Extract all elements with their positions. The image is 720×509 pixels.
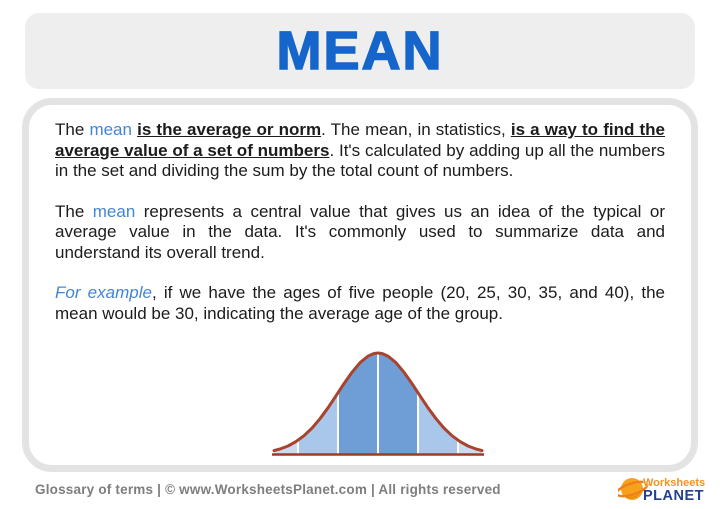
paragraph-definition [55,120,665,182]
logo-text-worksheets: Worksheets [643,477,706,489]
emphasis-phrase: is a way to find the average value of a set of numbers [55,120,665,160]
emphasis-phrase: is the average or norm [137,120,322,139]
text-run: . The mean, in statistics, [321,120,511,139]
text-run: , if we have the ages of five people (20, 25, 30, 35, and 40), the mean would be 30, indicating the average age of the group. [55,283,665,323]
footer-copyright: Glossary of terms | © www.WorksheetsPlanet.com | All rights reserved [35,482,501,497]
text-run: The [55,201,93,221]
worksheets-planet-logo [618,471,716,507]
text-run: . It's calculated by adding up all the numbers in the set and dividing the sum by the total count of numbers. [55,140,665,180]
paragraph-explanation [55,202,665,264]
example-lead: For example [55,283,152,302]
logo-text-planet: PLANET [643,488,704,504]
paragraph-example [55,283,665,324]
title-banner [25,13,695,89]
keyword-mean: mean [89,120,132,139]
definition-card [22,98,698,472]
definition-text [55,120,665,344]
text-run: represents a central value that gives us an idea of the typical or average value in the data. It's commonly used to summarize data and understand its overall trend. [55,201,665,262]
text-run: The [55,120,90,139]
page-title: MEAN [276,21,444,81]
keyword-mean: mean [92,201,136,221]
bell-curve-chart [270,344,486,460]
